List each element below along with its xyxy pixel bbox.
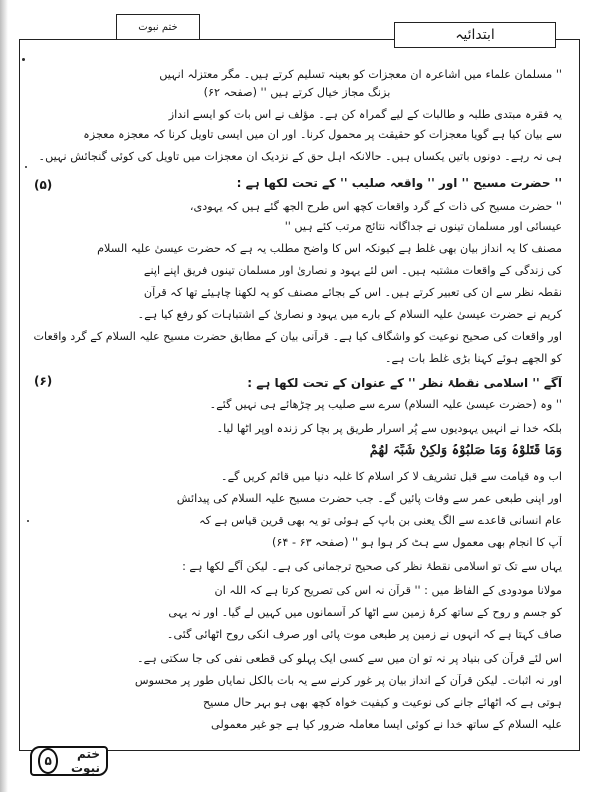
text-line: اور اپنی طبعی عمر سے وفات پائیں گے۔ جب حضرت مسیح علیہ السلام کی پیدائش (176, 492, 562, 505)
text-line: مولانا مودودی کے الفاظ میں : '' قرآن نہ اس کی تصریح کرتا ہے کہ اللہ ان (214, 584, 562, 597)
header-left-tab (116, 14, 200, 40)
scan-speck (27, 520, 29, 522)
text-line: بزنگ مجاز خیال کرتے ہیں '' (صفحہ ۶۲) (203, 86, 391, 99)
text-line: عیسائی اور مسلمان تینوں نے جداگانہ نتائج مرتب کئے ہیں '' (284, 220, 562, 233)
text-line: یہاں سے تک تو اسلامی نقطۂ نظر کی صحیح ترجمانی کی ہے۔ لیکن آگے لکھا ہے : (182, 560, 562, 573)
text-line: آپ کا انجام بھی معمول سے ہٹ کر ہوا ہو '' (صفحہ ۶۳ - ۶۴) (272, 536, 562, 549)
text-line: سے بیان کیا ہے گویا معجزات کو حقیقت پر محمول کرنا۔ اور ان میں ایسی تاویل کرنا کہ معجزہ معجزہ (83, 128, 562, 141)
footer-label: ختم نبوت (71, 747, 100, 775)
text-line: کو الجھے ہوئے کہنا بڑی غلط بات ہے۔ (384, 352, 562, 365)
text-line: کی زندگی کے واقعات مشتبہ ہیں۔ اس لئے یہود و نصاریٰ اور مسلمان تینوں فریق اپنے اپنے (143, 264, 562, 277)
text-line: مصنف کا یہ انداز بیان بھی غلط ہے کیونکہ اس کا واضح مطلب یہ ہے کہ حضرت عیسیٰ علیہ السلام (97, 242, 562, 255)
text-line: اب وہ قیامت سے قبل تشریف لا کر اسلام کا غلبہ دنیا میں قائم کریں گے۔ (221, 470, 562, 483)
text-line: '' حضرت مسیح کی ذات کے گرد واقعات کچھ اس طرح الجھ گئے ہیں کہ یہودی، (189, 200, 562, 213)
scan-shadow (0, 0, 8, 792)
header-left-label: ختم نبوت (138, 21, 178, 33)
section-number: (۶) (34, 374, 53, 388)
text-line: اس لئے قرآن کی بنیاد پر نہ تو ان میں سے کسی ایک پہلو کی قطعی نفی کی جا سکتی ہے۔ (137, 652, 562, 665)
text-line: یہ فقرہ مبتدی طلبہ و طالبات کے لیے گمراہ کن ہے۔ مؤلف نے اس بات کو ایسے انداز (168, 108, 562, 121)
scan-speck (25, 166, 27, 168)
text-line: اور واقعات کی صحیح نوعیت کو واشگاف کیا ہے۔ قرآنی بیان کے مطابق حضرت مسیح علیہ السلام کے گرد واقعات (33, 330, 562, 343)
scan-speck (22, 58, 25, 61)
header-right-tab (394, 22, 556, 48)
text-line: '' مسلمان علماء میں اشاعرہ ان معجزات کو بعینہ تسلیم کرتے ہیں۔ مگر معتزلہ انہیں (159, 68, 562, 81)
text-line: اور نہ اثبات۔ لیکن قرآن کے انداز بیان پر غور کرنے سے یہ بات بالکل نمایاں طور پر محسوس (134, 674, 562, 687)
quran-verse: وَمَا قَتَلُوْہُ وَمَا صَلَبُوْہُ وَلٰکِنْ شُبِّہَ لَھُمْ (369, 444, 562, 458)
text-line: ہی نہ رہے۔ دونوں باتیں یکساں ہیں۔ حالانکہ اہل حق کے نزدیک ان معجزات میں تاویل کی کوئی گنجائش نہیں۔ (38, 150, 562, 163)
section-title: ابتدائیہ (455, 27, 495, 43)
text-line: علیہ السلام کے ساتھ خدا نے کوئی ایسا معاملہ ضرور کیا ہے جو غیر معمولی (211, 718, 562, 731)
text-line: نقطہ نظر سے ان کی تعبیر کرتے ہیں۔ اس کے بجائے مصنف کو یہ لکھنا چاہیئے تھا کہ قرآن (143, 286, 562, 299)
page-number: ۵ (38, 748, 58, 774)
text-line: '' حضرت مسیح '' اور '' واقعہ صلیب '' کے تحت لکھا ہے : (236, 176, 562, 190)
text-line: صاف کہتا ہے کہ انہوں نے زمین پر طبعی موت پائی اور صرف انکی روح اٹھائی گئی۔ (166, 628, 562, 641)
text-line: '' وہ (حضرت عیسیٰ علیہ السلام) سرے سے صلیب پر چڑھائے ہی نہیں گئے۔ (209, 398, 562, 411)
text-line: ہوتی ہے کہ اٹھائے جانے کی نوعیت و کیفیت خواہ کچھ بھی ہو بہر حال مسیح (202, 696, 562, 709)
text-line: کو جسم و روح کے ساتھ کرۂ زمین سے اٹھا کر آسمانوں میں کہیں لے گیا۔ اور نہ یہی (168, 606, 562, 619)
section-number: (۵) (34, 178, 53, 192)
text-line: آگے '' اسلامی نقطۂ نظر '' کے عنوان کے تحت لکھا ہے : (247, 376, 562, 390)
text-line: عام انسانی قاعدے سے الگ یعنی بن باپ کے ہوئی تو یہ بھی قرین قیاس ہے کہ (199, 514, 562, 527)
text-line: کریم نے حضرت عیسیٰ علیہ السلام کے بارے میں یہود و نصاریٰ کے اشتباہات کو رفع کیا ہے۔ (137, 308, 562, 321)
text-line: بلکہ خدا نے انہیں یہودیوں سے پُر اسرار طریق پر بچا کر زندہ اوپر اٹھا لیا۔ (216, 422, 562, 435)
document-body (32, 62, 562, 742)
footer-badge (30, 746, 108, 776)
